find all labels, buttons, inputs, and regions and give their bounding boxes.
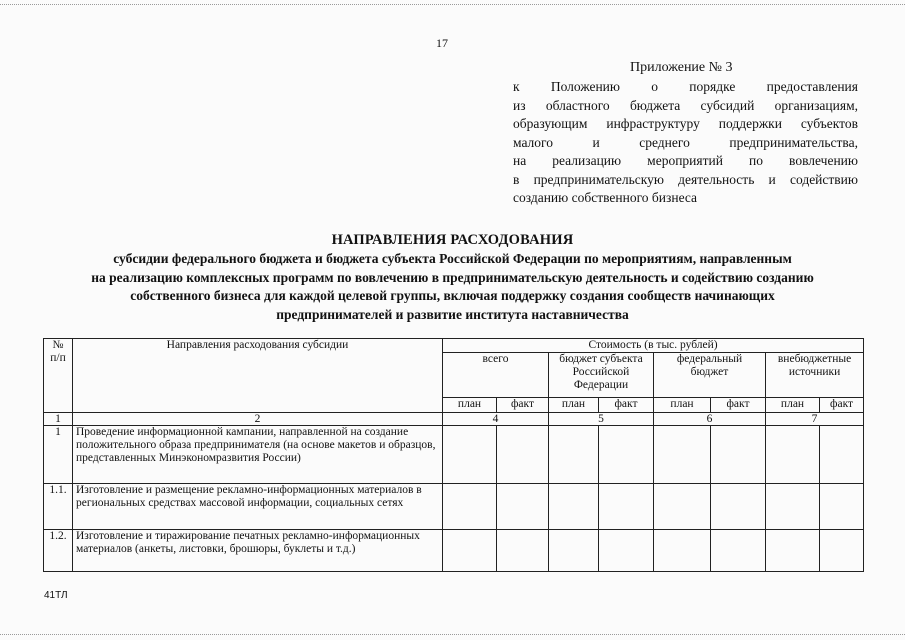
row-text: Изготовление и тиражирование печатных рекламно-информационных материалов (анкеты, листовки, брошюры, буклеты и т.д.): [73, 530, 443, 572]
header-group-regional: бюджет субъекта Российской Федерации: [549, 353, 654, 398]
header-plan: план: [766, 398, 820, 413]
value-cell: [599, 484, 654, 530]
index-cell: 2: [73, 413, 443, 426]
appendix-line: в предпринимательскую деятельность и содействию: [513, 171, 858, 187]
index-cell: 6: [654, 413, 766, 426]
header-row-number: № п/п: [44, 339, 73, 413]
value-cell: [497, 484, 549, 530]
appendix-line: созданию собственного бизнеса: [513, 190, 698, 205]
row-text: Проведение информационной кампании, направленной на создание положительного образа предпринимателя (на основе макетов и образцов, представленных Минэкономразвития России): [73, 426, 443, 484]
value-cell: [820, 426, 864, 484]
appendix-reference: [513, 78, 858, 208]
table-row: [44, 530, 864, 572]
table-row: [44, 426, 864, 484]
value-cell: [497, 426, 549, 484]
value-cell: [549, 426, 599, 484]
value-cell: [711, 530, 766, 572]
index-cell: 4: [443, 413, 549, 426]
value-cell: [443, 484, 497, 530]
scan-edge-bottom: [0, 634, 905, 635]
index-cell: 7: [766, 413, 864, 426]
appendix-line: на реализацию мероприятий по вовлечению: [513, 153, 858, 168]
subheading-line: предпринимателей и развитие института наставничества: [276, 306, 629, 322]
header-plan: план: [654, 398, 711, 413]
table-row: [44, 484, 864, 530]
page-number: 17: [436, 36, 448, 50]
value-cell: [549, 530, 599, 572]
appendix-line: образующим инфраструктуру поддержки субъектов: [513, 116, 858, 131]
value-cell: [654, 484, 711, 530]
value-cell: [549, 484, 599, 530]
value-cell: [599, 426, 654, 484]
row-number: 1.2.: [44, 530, 73, 572]
value-cell: [766, 530, 820, 572]
appendix-line: к Положению о порядке предоставления: [513, 79, 858, 94]
value-cell: [766, 426, 820, 484]
header-fact: факт: [599, 398, 654, 413]
appendix-line: малого и среднего предпринимательства,: [513, 134, 858, 150]
appendix-title: Приложение № 3: [630, 60, 733, 75]
row-number: 1.1.: [44, 484, 73, 530]
header-group-extrabudget: внебюджетные источники: [766, 353, 864, 398]
subheading-line: собственного бизнеса для каждой целевой группы, включая поддержку создания сообществ начинающих: [130, 288, 775, 303]
row-text: Изготовление и размещение рекламно-информационных материалов в региональных средствах массовой информации, социальных сетях: [73, 484, 443, 530]
value-cell: [820, 530, 864, 572]
value-cell: [711, 484, 766, 530]
header-group-federal: федеральный бюджет: [654, 353, 766, 398]
value-cell: [654, 530, 711, 572]
value-cell: [654, 426, 711, 484]
value-cell: [599, 530, 654, 572]
appendix-line: из областного бюджета субсидий организациям,: [513, 97, 858, 113]
header-plan: план: [443, 398, 497, 413]
header-direction: Направления расходования субсидии: [73, 339, 443, 413]
value-cell: [711, 426, 766, 484]
value-cell: [443, 426, 497, 484]
header-plan: план: [549, 398, 599, 413]
value-cell: [766, 484, 820, 530]
row-number: 1: [44, 426, 73, 484]
header-group-total: всего: [443, 353, 549, 398]
header-fact: факт: [497, 398, 549, 413]
subheading-line: субсидии федерального бюджета и бюджета субъекта Российской Федерации по мероприятиям, направленным: [113, 251, 792, 266]
document-heading: НАПРАВЛЕНИЯ РАСХОДОВАНИЯ: [331, 232, 574, 248]
footer-code: 41ТЛ: [44, 590, 68, 601]
value-cell: [497, 530, 549, 572]
value-cell: [820, 484, 864, 530]
header-cost: Стоимость (в тыс. рублей): [443, 339, 864, 353]
subheading-line: на реализацию комплексных программ по вовлечению в предпринимательскую деятельность и содействию созданию: [91, 269, 814, 285]
expenditure-table: [43, 338, 864, 572]
scan-edge-top: [0, 4, 905, 5]
value-cell: [443, 530, 497, 572]
document-subheading: [30, 250, 875, 324]
index-cell: 1: [44, 413, 73, 426]
header-fact: факт: [711, 398, 766, 413]
header-fact: факт: [820, 398, 864, 413]
index-cell: 5: [549, 413, 654, 426]
